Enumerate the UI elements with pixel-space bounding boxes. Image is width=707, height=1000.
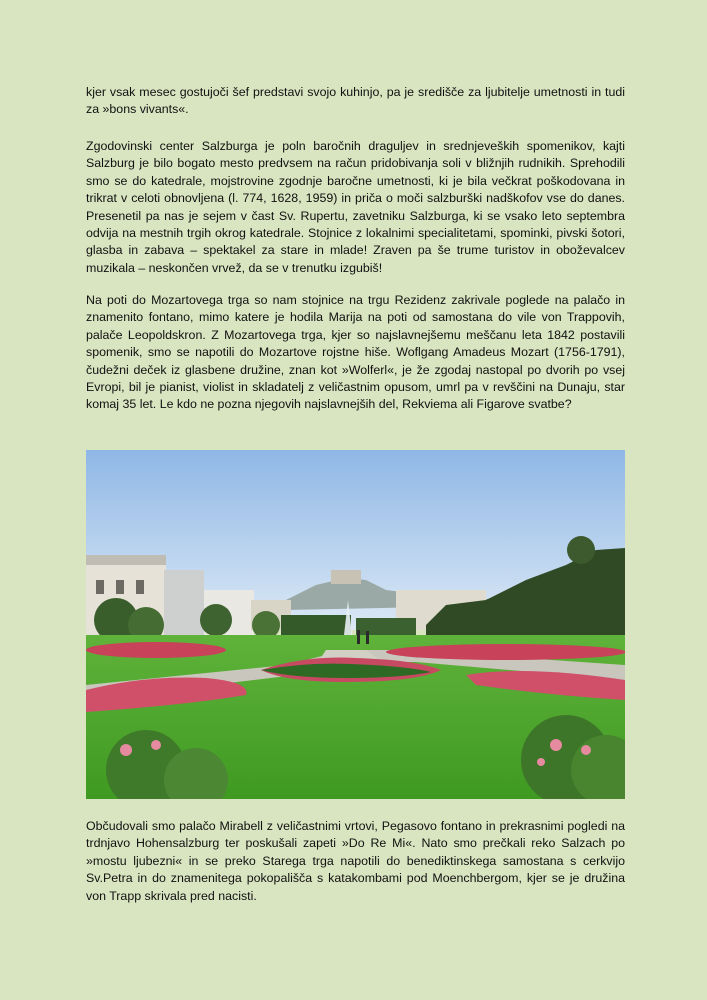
- fortress: [331, 570, 361, 584]
- mirabell-garden-photo: [86, 450, 625, 799]
- paragraph-mozart: Na poti do Mozartovega trga so nam stojnice na trgu Rezidenz zakrivale poglede na palačo in znamenito fontano, mimo katere je hodila Marija na poti od samostana do vile von Trappovih, palače Leopoldskron. Z Mozartovega trga, kjer so najslavnejšemu meščanu leta 1842 postavili spomenik, smo se napotili do Mozartove rojstne hiše. Woflgang Amadeus Mozart (1756-1791), čudežni deček iz glasbene družine, znan kot »Wolferl«, je že zgodaj nastopal po dvorih po vsej Evropi, bil je pianist, violist in skladatelj z veličastnim opusom, umrl pa v revščini na Dunaju, star komaj 35 let. Le kdo ne pozna njegovih najslavnejših del, Rekviema ali Figarove svatbe?: [86, 293, 625, 412]
- flower-bed: [86, 642, 226, 658]
- paragraph-intro-continued: kjer vsak mesec gostujoči šef predstavi svojo kuhinjo, pa je središče za ljubitelje umetnosti in tudi za »bons vivants«.: [86, 85, 625, 117]
- paragraph-salzburg-center: Zgodovinski center Salzburga je poln baročnih draguljev in srednjeveških spomenikov, kajti Salzburg je bilo bogato mesto predvsem na račun pridobivanja soli v bližnjih rudnikih. Sprehodili smo se do katedrale, mojstrovine zgodnje baročne umetnosti, ki je bila večkrat poškodovana in trikrat v celoti obnovljena (l. 774, 1628, 1959) in priča o moči salzburški nadškofov vse do danes. Presenetil pa nas je sejem v čast Sv. Rupertu, zavetniku Salzburga, ki se vsako leto septembra odvija na mestnih trgih okrog katedrale. Stojnice z lokalnimi specialitetami, spominki, pivski šotori, glasba in zabava – spektakel za stare in mlade! Zraven pa še trume turistov in oboževalcev muzikala – neskončen vrvež, da se v trenutku izgubiš!: [86, 139, 625, 275]
- paragraph-mirabell: Občudovali smo palačo Mirabell z veličastnimi vrtovi, Pegasovo fontano in prekrasnimi pogledi na trdnjavo Hohensalzburg ter poskušali zapeti »Do Re Mi«. Nato smo prečkali reko Salzach po »mostu ljubezni« in se preko Starega trga napotili do benediktinskega samostana s cerkvijo Sv.Petra in do znamenitega pokopališča s katakombami pod Moenchbergom, kjer se je družina von Trapp skrivala pred nacisti.: [86, 819, 625, 903]
